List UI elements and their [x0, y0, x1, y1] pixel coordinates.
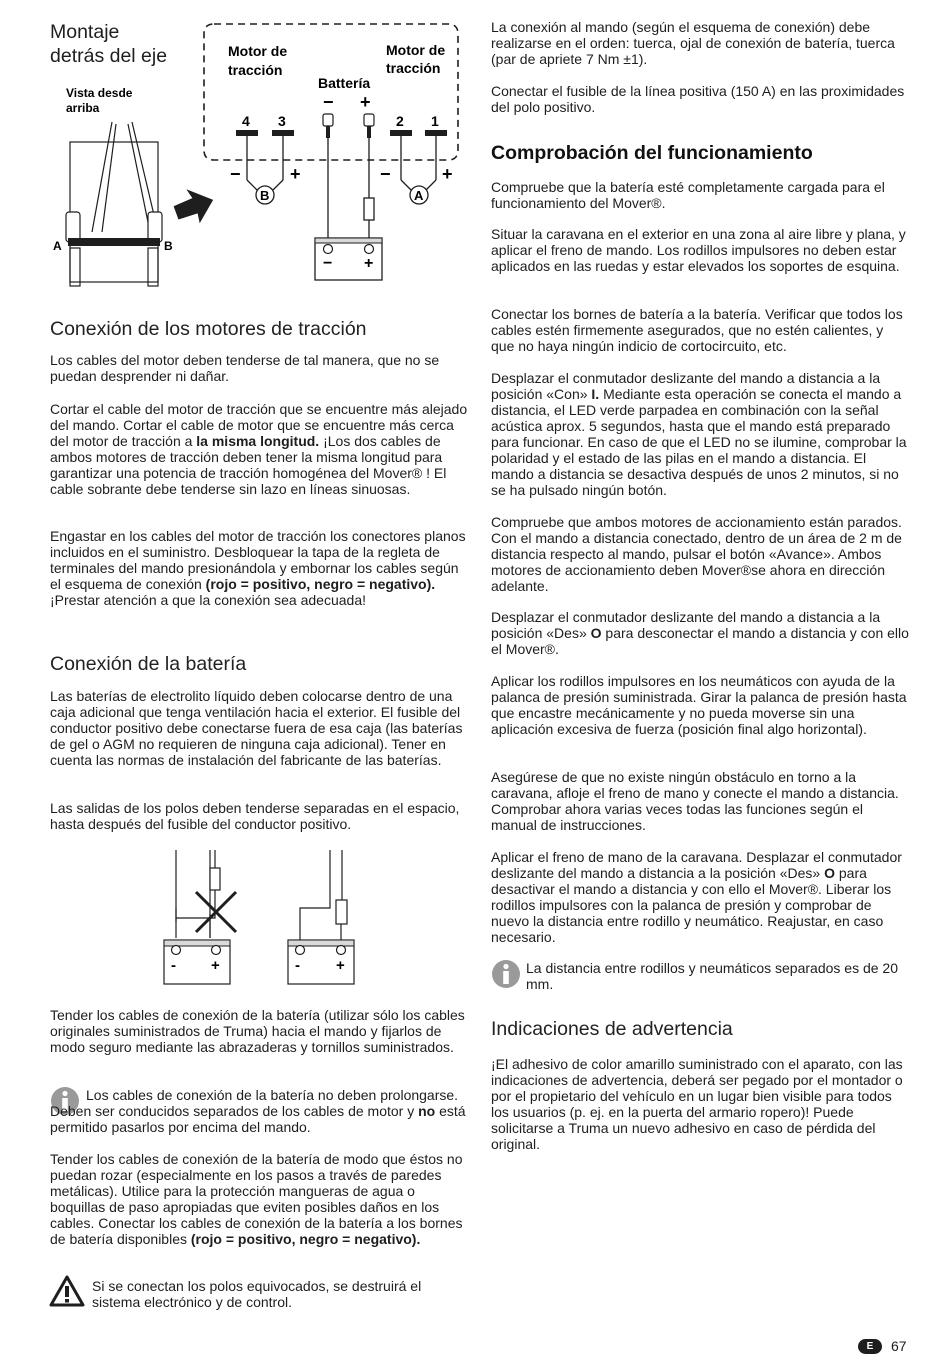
wrong-battery-minus: -: [171, 957, 176, 974]
terminal-1-label: 1: [431, 113, 439, 129]
comprobacion-paragraph-9: Aplicar el freno de mano de la caravana. Desplazar el conmutador deslizante del mando a distancia a la posición «Des» O para desactivar el mando a distancia y con ello el Mover®. Liberar los rodillos impulsores con la palanca de presión y comprobar de nuevo la distancia entre rodillo y neumático. Reajustar, en caso necesario.: [491, 849, 902, 945]
page-number: 67: [891, 1338, 907, 1354]
section-title-bateria: Conexión de la batería: [50, 653, 247, 675]
info-icon: [491, 959, 521, 989]
info-note-distancia: La distancia entre rodillos y neumáticos separados es de 20 mm.: [526, 960, 898, 992]
section-title-advertencia: Indicaciones de advertencia: [491, 1018, 733, 1040]
battery-box-plus: +: [364, 255, 374, 272]
motor-left-label-2: tracción: [228, 62, 283, 78]
warning-note-polos: Si se conectan los polos equivocados, se destruirá el sistema electrónico y de control.: [92, 1278, 422, 1310]
off-symbol: O: [590, 625, 602, 641]
terminal-4-label: 4: [242, 113, 250, 129]
bateria-paragraph-1: Las baterías de electrolito líquido deben colocarse dentro de una caja adicional que tenga ventilación hacia el exterior. El fusible del conductor positivo debe conectarse fuera de esa caja (las baterías de gel o AGM no requieren de ninguna caja adicional). Tener en cuenta las normas de instalación del fabricante de las baterías.: [50, 688, 463, 768]
section-title-comprobacion: Comprobación del funcionamiento: [491, 142, 813, 164]
bateria-paragraph-3: Tender los cables de conexión de la batería (utilizar sólo los cables originales suministrados de Truma) hacia el mando y fijarlos de modo seguro mediante las abrazaderas y tornillos suministrados.: [50, 1007, 465, 1055]
right-battery-plus: +: [336, 957, 345, 974]
wiring-schematic: [200, 20, 462, 285]
language-badge: E: [858, 1339, 882, 1354]
comprobacion-paragraph-4: Desplazar el conmutador deslizante del mando a distancia a la posición «Con» I. Mediante esta operación se conecta el mando a distancia, el LED verde parpadea en combinación con la señal acústica aprox. 5 segundos, hasta que el mando está preparado para funcionar. En caso de que el LED no se ilumine, comprobar la polaridad y el estado de las pilas en el mando a distancia. El mando a distancia se desactiva después de unos 2 minutos, si no se ha pulsado ningún botón.: [491, 370, 907, 498]
motor-a-plus: +: [442, 164, 453, 184]
comprobacion-paragraph-2: Situar la caravana en el exterior en una zona al aire libre y plana, y aplicar el freno de mando. Los rodillos impulsores no deben estar aplicados en las ruedas y estar elevados los soportes de esquina.: [491, 226, 906, 274]
bateria-paragraph-4: Tender los cables de conexión de la batería de modo que éstos no puedan rozar (especialmente en los pasos a través de paredes metálicas). Utilice para la protección mangueras de agua o boquillas de paso apropiadas que eviten posibles daños en los cables. Conectar los cables de conexión de la batería a los bornes de batería disponibles (rojo = positivo, negro = negativo).: [50, 1151, 463, 1247]
right-paragraph-1: La conexión al mando (según el esquema de conexión) debe realizarse en el orden: tuerca, ojal de conexión de batería, tuerca (par de apriete 7 Nm ±1).: [491, 19, 895, 67]
wrong-battery-plus: +: [211, 957, 220, 974]
terminal-3-label: 3: [278, 113, 286, 129]
bateria-label: Battería: [318, 75, 371, 91]
right-battery-minus: -: [295, 957, 300, 974]
motores-paragraph-3: Engastar en los cables del motor de tracción los conectores planos incluidos en el suministro. Desbloquear la tapa de la regleta de terminales del mando presionándola y embornar los cables según el esquema de conexión (rojo = positivo, negro = negativo). ¡Prestar atención a que la conexión sea adecuada!: [50, 528, 466, 608]
axle-label-a: A: [53, 239, 62, 253]
battery-box-minus: −: [323, 255, 333, 272]
motor-b-minus: −: [230, 164, 241, 184]
terminal-2-label: 2: [396, 113, 404, 129]
advertencia-paragraph: ¡El adhesivo de color amarillo suministrado con el aparato, con las indicaciones de advertencia, deberá ser pegado por el montador o por el propietario del vehículo en un lugar bien visible para todos los usuarios (p. ej. en la puerta del armario ropero)! Puede solicitarse a Truma un nuevo adhesivo en caso de pérdida del original.: [491, 1056, 903, 1152]
on-symbol: I.: [591, 386, 600, 402]
motor-right-label-1: Motor de: [386, 42, 446, 58]
motor-b-label: B: [260, 188, 270, 203]
motor-right-label-2: tracción: [386, 60, 441, 76]
motores-paragraph-2: Cortar el cable del motor de tracción que se encuentre más alejado del mando. Cortar el cable de motor que se encuentre más cerca del motor de tracción a la misma longitud. ¡Los dos cables de ambos motores de tracción deben tener la misma longitud para garantizar una potencia de tracción homogénea del Mover® ! El cable sobrante debe tenderse sin lazo en líneas sinuosas.: [50, 401, 468, 497]
motores-paragraph-1: Los cables del motor deben tenderse de tal manera, que no se puedan desprender ni dañar.: [50, 352, 440, 384]
montaje-title-line1: Montaje: [50, 21, 120, 43]
bat-plus-label: +: [360, 92, 371, 112]
montaje-title: [50, 20, 167, 68]
axle-label-b: B: [164, 239, 173, 253]
right-paragraph-2: Conectar el fusible de la línea positiva (150 A) en las proximidades del polo positivo.: [491, 83, 905, 115]
montaje-title-line2: detrás del eje: [50, 45, 168, 67]
comprobacion-paragraph-3: Conectar los bornes de batería a la batería. Verificar que todos los cables estén firmemente asegurados, que no estén calientes, y que no haya ningún indicio de cortocircuito, etc.: [491, 306, 903, 354]
comprobacion-paragraph-6: Desplazar el conmutador deslizante del mando a distancia a la posición «Des» O para desconectar el mando a distancia y con ello el Mover®.: [491, 609, 909, 657]
comprobacion-paragraph-1: Compruebe que la batería esté completamente cargada para el funcionamiento del Mover®.: [491, 179, 885, 211]
bateria-paragraph-2: Las salidas de los polos deben tenderse separadas en el espacio, hasta después del fusible del conductor positivo.: [50, 800, 460, 832]
vista-label-line2: arriba: [66, 101, 100, 115]
battery-polarity-diagram: [160, 848, 380, 990]
section-title-motores: Conexión de los motores de tracción: [50, 318, 367, 340]
motor-a-minus: −: [380, 164, 391, 184]
off-symbol-2: O: [824, 865, 835, 881]
bat-minus-label: −: [323, 92, 334, 112]
motor-a-label: A: [414, 188, 424, 203]
comprobacion-paragraph-8: Asegúrese de que no existe ningún obstáculo en torno a la caravana, afloje el freno de mano y conecte el mando a distancia. Comprobar ahora varias veces todas las funciones según el manual de instrucciones.: [491, 769, 899, 833]
motor-b-plus: +: [290, 164, 301, 184]
vista-label-line1: Vista desde: [66, 86, 133, 100]
mounting-top-view-diagram: [50, 80, 200, 290]
info-note-cables: Los cables de conexión de la batería no deben prolongarse. Deben ser conducidos separados de los cables de motor y no está permitido pasarlos por encima del mando.: [50, 1087, 466, 1135]
comprobacion-paragraph-7: Aplicar los rodillos impulsores en los neumáticos con ayuda de la palanca de presión suministrada. Girar la palanca de presión hasta que encastre mecánicamente y no pueda moverse sin una aplicación excesiva de fuerza (posición final algo horizontal).: [491, 673, 907, 737]
comprobacion-paragraph-5: Compruebe que ambos motores de accionamiento están parados. Con el mando a distancia conectado, dentro de un área de 2 m de distancia respecto al mando, pulsar el botón «Avance». Ambos motores de accionamiento deben Mover®se ahora en dirección adelante.: [491, 514, 902, 594]
motor-left-label-1: Motor de: [228, 43, 288, 59]
warning-icon: [49, 1274, 85, 1308]
